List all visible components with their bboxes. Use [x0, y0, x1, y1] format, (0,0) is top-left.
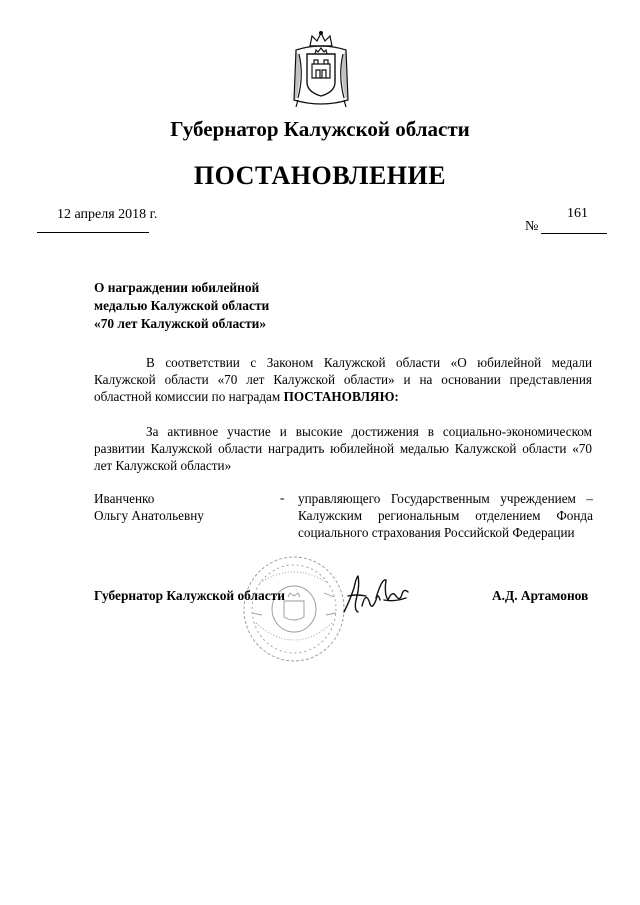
signatory-name: А.Д. Артамонов — [492, 588, 589, 603]
handwritten-signature-icon — [340, 570, 412, 620]
preamble-paragraph — [94, 354, 592, 405]
date-underline — [37, 232, 149, 233]
document-type: ПОСТАНОВЛЕНИЕ — [193, 161, 447, 190]
awardee-name — [94, 490, 204, 524]
awardee-position: управляющего Государственным учреждением – Калужским региональным отделением Фонда социального страхования Российской Федерации — [298, 491, 593, 540]
number-sign: № — [525, 219, 539, 234]
document-subject — [94, 279, 269, 333]
award-paragraph — [94, 423, 592, 474]
awardee-given-names: Ольгу Анатольевну — [94, 508, 204, 523]
awardee-surname: Иванченко — [94, 491, 155, 506]
subject-line: «70 лет Калужской области» — [94, 316, 267, 331]
official-seal-icon — [240, 553, 348, 665]
document-date: 12 апреля 2018 г. — [57, 207, 158, 222]
awardee-dash: - — [280, 490, 285, 505]
signatory-title: Губернатор Калужской области — [94, 588, 285, 603]
org-title: Губернатор Калужской области — [170, 117, 470, 141]
subject-line: О награждении юбилейной — [94, 280, 260, 295]
preamble-text: В соответствии с Законом Калужской области «О юбилейной медали Калужской области «70 лет Калужской области» и на основании представления областной комиссии по наградам — [94, 355, 592, 404]
award-text: За активное участие и высокие достижения в социально-экономическом развитии Калужской области наградить юбилейной медалью Калужской области «70 лет Калужской области» — [94, 424, 592, 473]
document-number: 161 — [567, 206, 588, 221]
kaluga-coat-of-arms-icon — [290, 30, 352, 110]
subject-line: медалью Калужской области — [94, 298, 270, 313]
number-underline — [541, 233, 607, 234]
resolve-word: ПОСТАНОВЛЯЮ: — [283, 389, 399, 404]
